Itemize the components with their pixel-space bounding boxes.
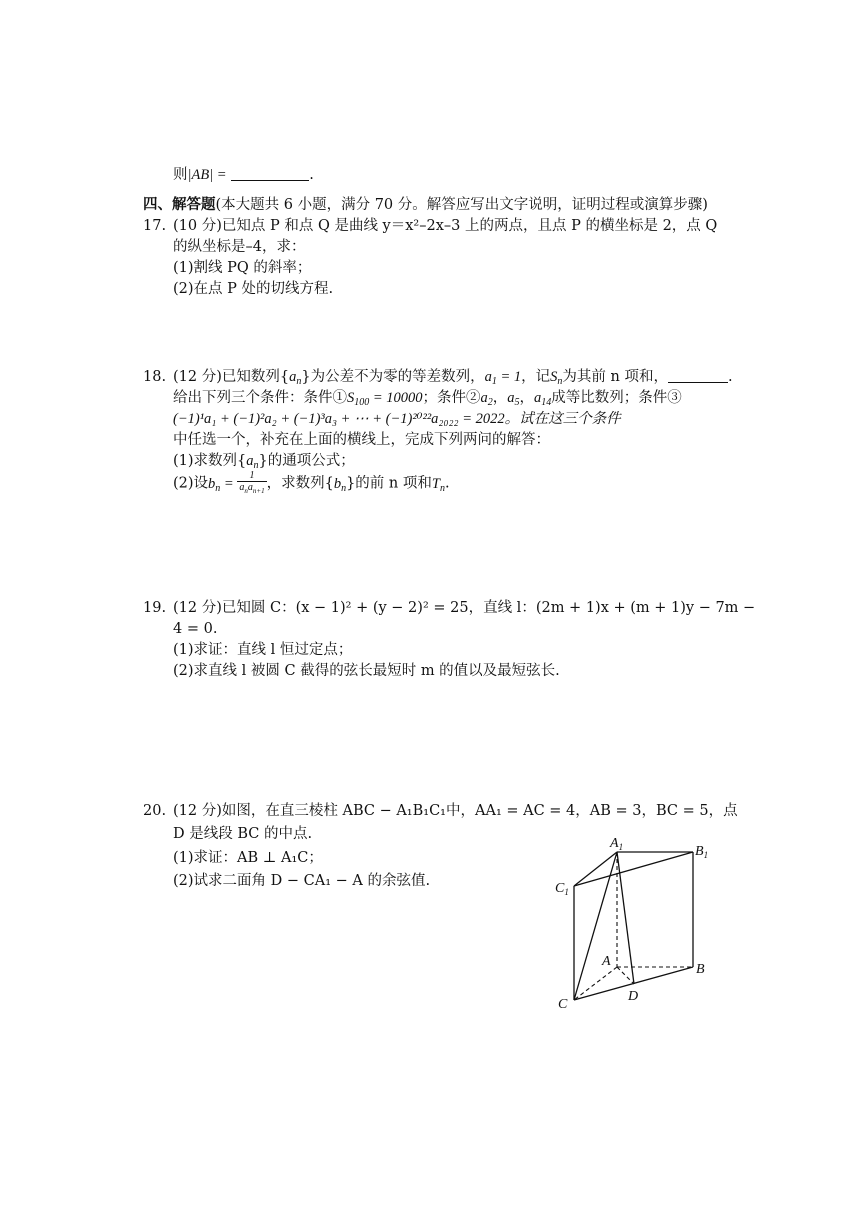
q17-part2: (2)在点 P 处的切线方程.	[173, 281, 334, 297]
q18-text: ，求数列{	[266, 475, 334, 492]
label-A1: $A_1$	[610, 836, 624, 852]
q18-text: }的前 n 项和	[346, 475, 432, 492]
q18-line2	[173, 389, 682, 412]
q18-text: (1)求数列{	[173, 453, 247, 469]
q17-number: 17.	[143, 218, 167, 234]
answer-blank[interactable]	[231, 166, 309, 181]
label-D: D	[628, 989, 639, 1004]
q18-math: $S_n$	[550, 369, 563, 387]
section-header	[143, 196, 708, 214]
q20-number: 20.	[143, 803, 167, 819]
q18-text: }的通项公式；	[258, 453, 355, 469]
q18-text: ，	[492, 390, 508, 406]
q20-part2: (2)试求二面角 D − CA₁ − A 的余弦值.	[173, 873, 431, 889]
section-title: 四、解答题	[143, 196, 216, 213]
label-C: C	[558, 997, 568, 1012]
q18-math: $a_n$	[289, 369, 302, 387]
q18-math: $b_n$ =	[208, 475, 238, 494]
q18-math: $a_2$	[480, 390, 493, 408]
q17-line2: 的纵坐标是–4，求：	[173, 239, 306, 255]
q18-text: (12 分)已知数列{	[173, 369, 290, 385]
q18-math: $b_n$	[333, 475, 347, 494]
q18-line1	[173, 368, 733, 391]
q18-part2	[173, 470, 450, 498]
q19-number: 19.	[143, 600, 167, 616]
prev-answer-line	[173, 166, 314, 184]
q18-text: (2)设	[173, 475, 209, 492]
q18-math: $a_5$	[507, 390, 520, 408]
prev-math: |AB| =	[187, 167, 227, 183]
label-C1: $C_1$	[555, 881, 569, 897]
q18-text: 为其前 n 项和，	[562, 369, 668, 385]
q17-part1: (1)割线 PQ 的斜率；	[173, 260, 312, 276]
label-A: A	[602, 954, 611, 969]
q18-text: ；条件②	[422, 390, 481, 406]
q18-text: .	[444, 475, 450, 492]
q20-line1: (12 分)如图，在直三棱柱 ABC − A₁B₁C₁中，AA₁ = AC = 4，AB = 3，BC = 5，点	[173, 803, 738, 819]
q18-line4: 中任选一个，补充在上面的横线上，完成下列两问的解答：	[173, 432, 550, 448]
section-note: (本大题共 6 小题，满分 70 分。解答应写出文字说明，证明过程或演算步骤)	[215, 197, 708, 213]
q19-part2: (2)求直线 l 被圆 C 截得的弦长最短时 m 的值以及最短弦长.	[173, 663, 560, 679]
q18-text: 成等比数列；条件③	[551, 390, 682, 406]
q19-line1: (12 分)已知圆 C：(x − 1)² + (y − 2)² = 25，直线 l：(2m + 1)x + (m + 1)y − 7m −	[173, 600, 756, 616]
q18-math: $a_n$	[246, 453, 259, 471]
label-B: B	[696, 962, 705, 977]
q18-text: 给出下列三个条件：条件①	[173, 390, 347, 406]
q18-math: $T_n$	[431, 475, 445, 494]
prev-text: 则	[173, 167, 188, 183]
q17-line1: (10 分)已知点 P 和点 Q 是曲线 y＝x²–2x–3 上的两点，且点 P 的横坐标是 2，点 Q	[173, 218, 718, 234]
q18-text: ，记	[521, 369, 551, 385]
q18-math: $S_{100} = 10000$	[347, 390, 423, 408]
q18-number: 18.	[143, 369, 167, 385]
q18-line3: (−1)¹a₁ + (−1)²a₂ + (−1)³a₃ + ⋯ + (−1)²⁰²²a₂₀₂₂ = 2022。试在这三个条件	[173, 411, 621, 427]
q19-part1: (1)求证：直线 l 恒过定点；	[173, 642, 353, 658]
label-B1: $B_1$	[695, 844, 709, 860]
condition-blank[interactable]	[668, 368, 728, 383]
q18-text: }为公差不为零的等差数列，	[301, 369, 485, 385]
prev-dot: .	[309, 167, 314, 183]
prism-figure	[550, 830, 720, 1020]
q18-math: $a_{14}$	[534, 390, 552, 408]
q18-math: $a_1 = 1$	[484, 369, 522, 387]
q19-line2: 4 = 0.	[173, 621, 218, 637]
q20-part1: (1)求证：AB ⊥ A₁C；	[173, 850, 323, 866]
q20-line2: D 是线段 BC 的中点.	[173, 826, 313, 842]
q18-text: ，	[519, 390, 535, 406]
q18-text: .	[727, 369, 733, 385]
fraction: $\frac{1}{a_na_{n+1}}$	[239, 470, 265, 495]
